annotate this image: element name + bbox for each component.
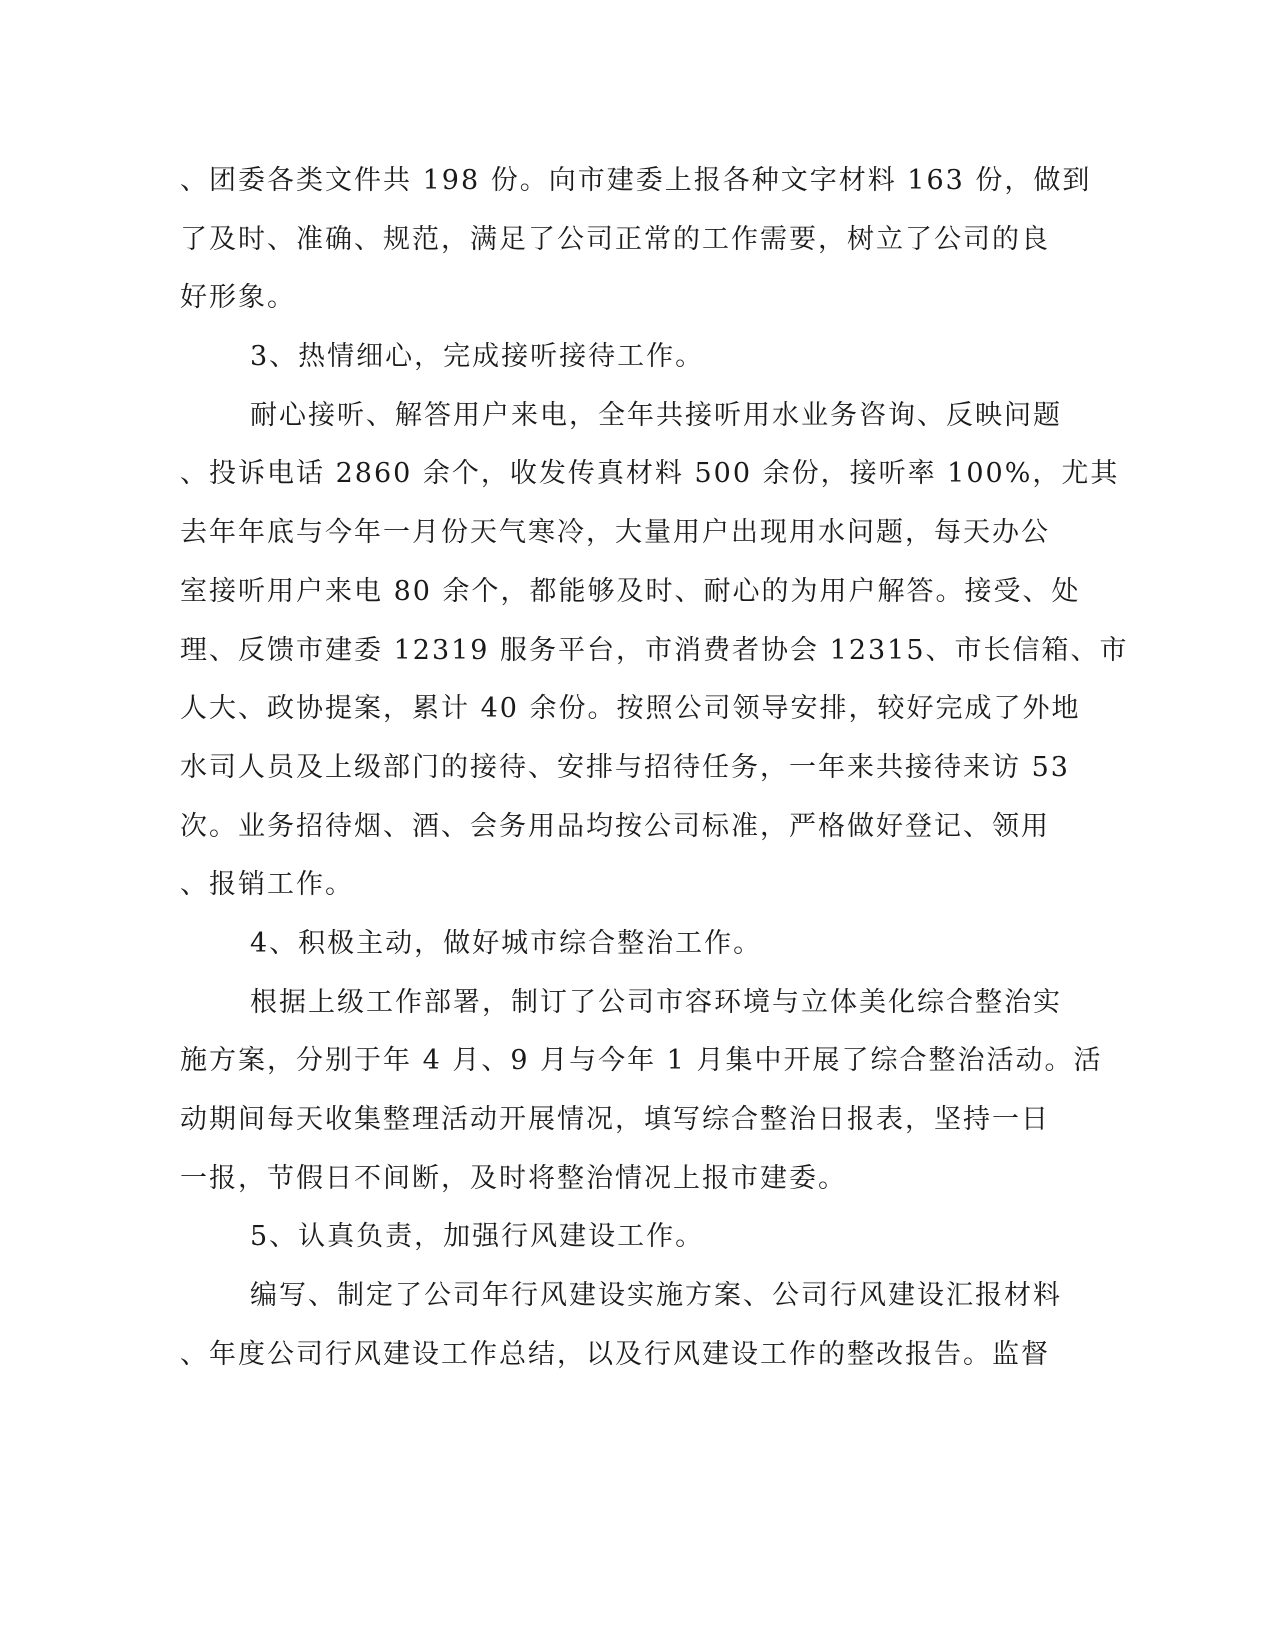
text-line: 室接听用户来电 80 余个，都能够及时、耐心的为用户解答。接受、处 <box>180 575 1081 607</box>
text-line: 人大、政协提案，累计 40 余份。按照公司领导安排，较好完成了外地 <box>180 693 1081 725</box>
text-line: 水司人员及上级部门的接待、安排与招待任务，一年来共接待来访 53 <box>180 751 1070 783</box>
paragraph-start: 编写、制定了公司年行风建设实施方案、公司行风建设汇报材料 <box>250 1280 1062 1312</box>
text-line: 去年年底与今年一月份天气寒冷，大量用户出现用水问题，每天办公 <box>180 517 1050 549</box>
text-line: 、报销工作。 <box>180 869 354 901</box>
section-heading: 3、热情细心，完成接听接待工作。 <box>250 341 705 373</box>
paragraph-start: 耐心接听、解答用户来电，全年共接听用水业务咨询、反映问题 <box>250 399 1062 431</box>
section-heading: 5、认真负责，加强行风建设工作。 <box>250 1221 705 1253</box>
text-line: 、年度公司行风建设工作总结，以及行风建设工作的整改报告。监督 <box>180 1338 1050 1370</box>
paragraph-start: 根据上级工作部署，制订了公司市容环境与立体美化综合整治实 <box>250 986 1062 1018</box>
text-line: 动期间每天收集整理活动开展情况，填写综合整治日报表，坚持一日 <box>180 1104 1050 1135</box>
text-line: 次。业务招待烟、酒、会务用品均按公司标准，严格做好登记、领用 <box>180 810 1050 842</box>
section-heading: 4、积极主动，做好城市综合整治工作。 <box>250 927 763 959</box>
text-line: 了及时、准确、规范，满足了公司正常的工作需要，树立了公司的良 <box>180 223 1050 255</box>
text-line: 理、反馈市建委 12319 服务平台，市消费者协会 12315、市长信箱、市 <box>180 634 1129 666</box>
text-line: 一报，节假日不间断，及时将整治情况上报市建委。 <box>180 1162 847 1194</box>
text-line: 、团委各类文件共 198 份。向市建委上报各种文字材料 163 份，做到 <box>180 165 1092 196</box>
document-body <box>180 152 1129 1384</box>
text-line: 施方案，分别于年 4 月、9 月与今年 1 月集中开展了综合整治活动。活 <box>180 1045 1103 1077</box>
text-line: 好形象。 <box>180 282 296 314</box>
text-line: 、投诉电话 2860 余个，收发传真材料 500 余份，接听率 100%，尤其 <box>180 458 1120 490</box>
